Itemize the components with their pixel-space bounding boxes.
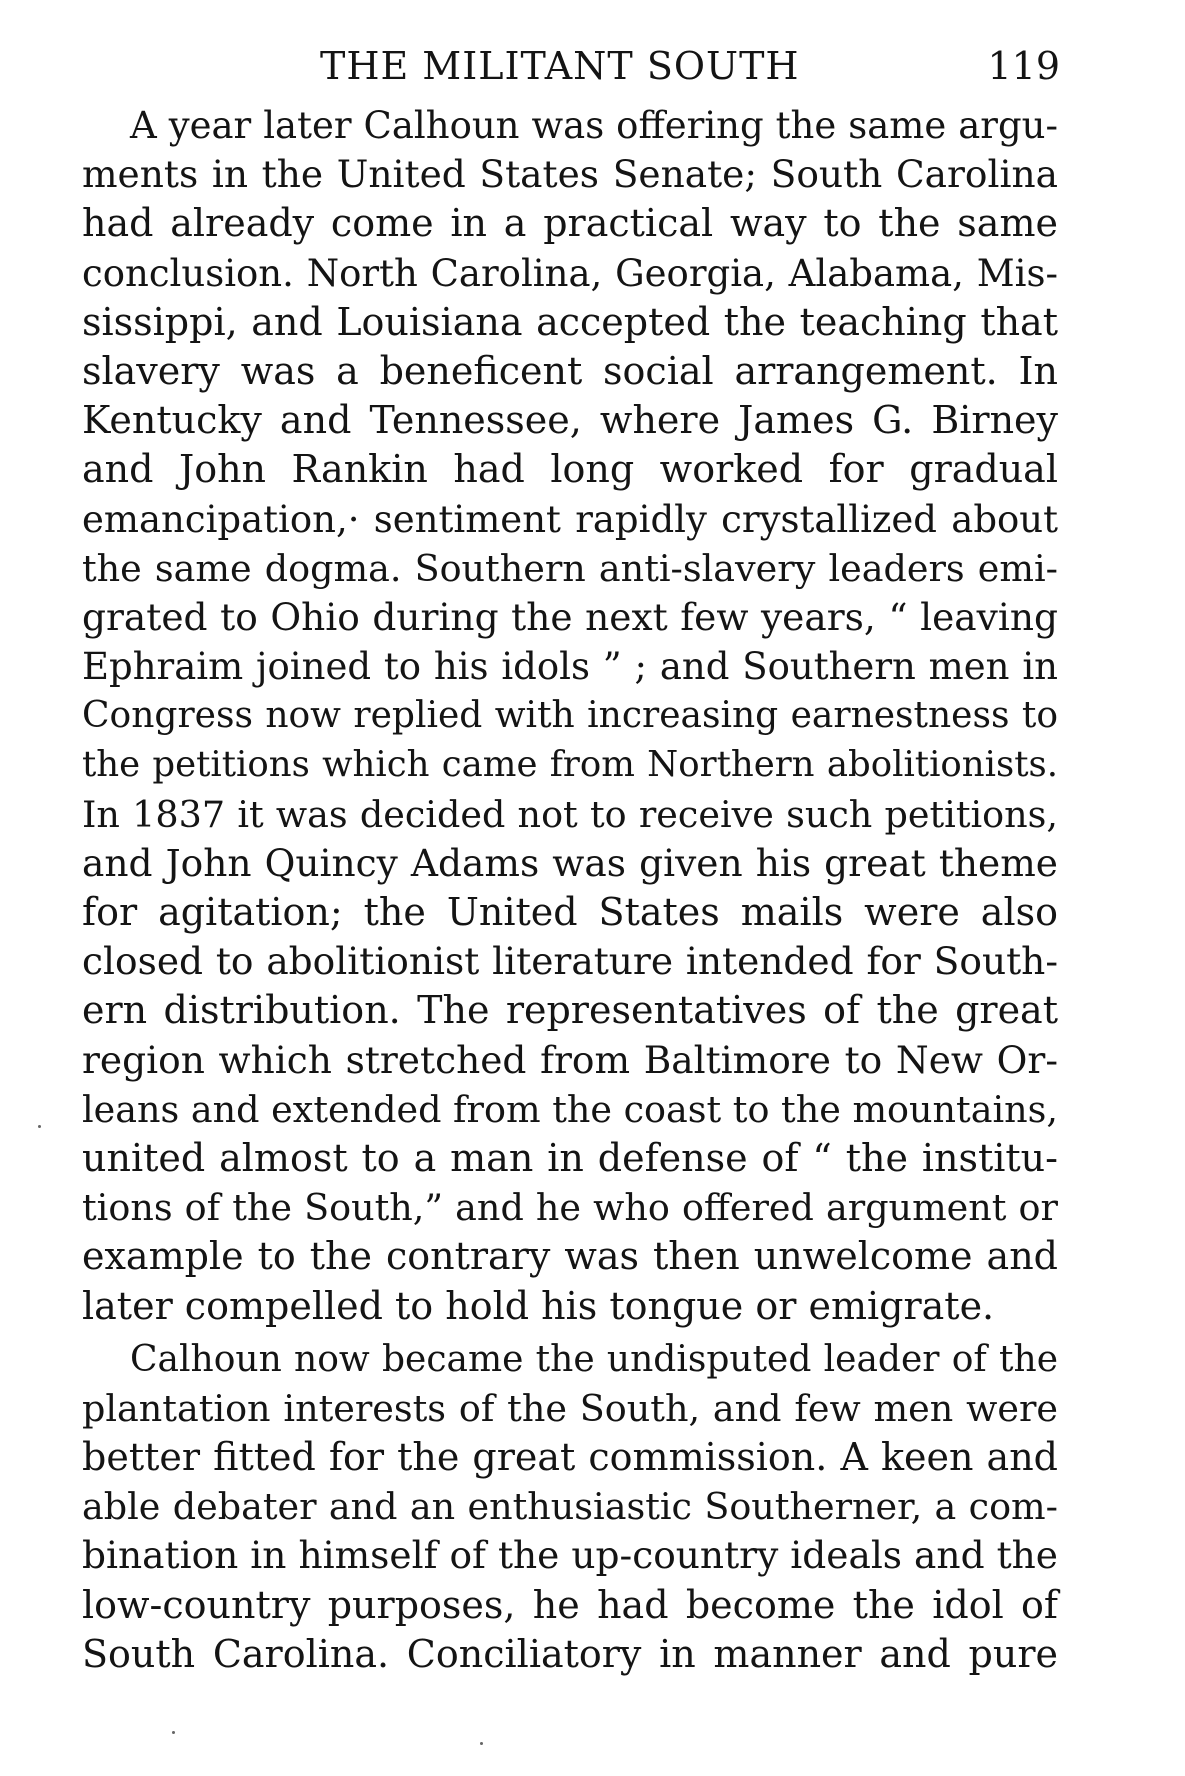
- text-line: later compelled to hold his tongue or emigrate.: [82, 1283, 995, 1328]
- text-line: emancipation,· sentiment rapidly crystallized about: [82, 497, 1058, 541]
- text-line: able debater and an enthusiastic Southerner, a com-: [82, 1485, 1058, 1529]
- print-speck: [38, 1125, 41, 1128]
- text-line: for agitation; the United States mails were also: [82, 890, 1058, 934]
- text-line: example to the contrary was then unwelcome and: [82, 1234, 1058, 1279]
- text-line: and John Rankin had long worked for gradual: [82, 447, 1058, 492]
- text-line: had already come in a practical way to the same: [82, 201, 1058, 246]
- page-number: 119: [987, 44, 1060, 88]
- text-line: grated to Ohio during the next few years, “ leaving: [82, 594, 1058, 639]
- running-title: THE MILITANT SOUTH: [320, 44, 800, 88]
- print-speck: [172, 1731, 175, 1734]
- text-line: leans and extended from the coast to the mountains,: [82, 1087, 1058, 1131]
- text-line: A year later Calhoun was offering the same argu-: [130, 104, 1058, 147]
- text-line: slavery was a beneficent social arrangement. In: [82, 348, 1058, 393]
- text-line: conclusion. North Carolina, Georgia, Alabama, Mis-: [82, 251, 1058, 295]
- text-line: Calhoun now became the undisputed leader of the: [130, 1338, 1058, 1380]
- text-line: region which stretched from Baltimore to New Or-: [82, 1037, 1058, 1082]
- text-line: low-country purposes, he had become the idol of: [82, 1582, 1058, 1627]
- print-speck: [480, 1742, 483, 1745]
- text-line: In 1837 it was decided not to receive such petitions,: [82, 792, 1058, 836]
- text-line: united almost to a man in defense of “ the institu-: [82, 1135, 1058, 1180]
- text-line: Ephraim joined to his idols ” ; and Southern men in: [82, 645, 1058, 689]
- running-header: [80, 36, 1060, 96]
- text-line: plantation interests of the South, and few men were: [82, 1386, 1058, 1430]
- text-line: South Carolina. Conciliatory in manner and pure: [82, 1631, 1058, 1676]
- text-line: tions of the South,” and he who offered argument or: [82, 1186, 1058, 1230]
- text-line: the petitions which came from Northern abolitionists.: [82, 744, 1058, 786]
- text-line: bination in himself of the up-country ideals and the: [82, 1533, 1058, 1578]
- body-text: [82, 101, 1058, 1679]
- text-line: ern distribution. The representatives of the great: [82, 988, 1058, 1033]
- text-line: sissippi, and Louisiana accepted the teaching that: [82, 299, 1058, 344]
- text-line: Congress now replied with increasing earnestness to: [82, 695, 1058, 737]
- text-line: the same dogma. Southern anti-slavery leaders emi-: [82, 546, 1058, 590]
- text-line: Kentucky and Tennessee, where James G. Birney: [82, 398, 1058, 443]
- text-line: ments in the United States Senate; South Carolina: [82, 152, 1058, 197]
- text-line: better fitted for the great commission. A keen and: [82, 1435, 1058, 1480]
- text-line: and John Quincy Adams was given his great theme: [82, 840, 1058, 885]
- text-line: closed to abolitionist literature intended for South-: [82, 939, 1058, 984]
